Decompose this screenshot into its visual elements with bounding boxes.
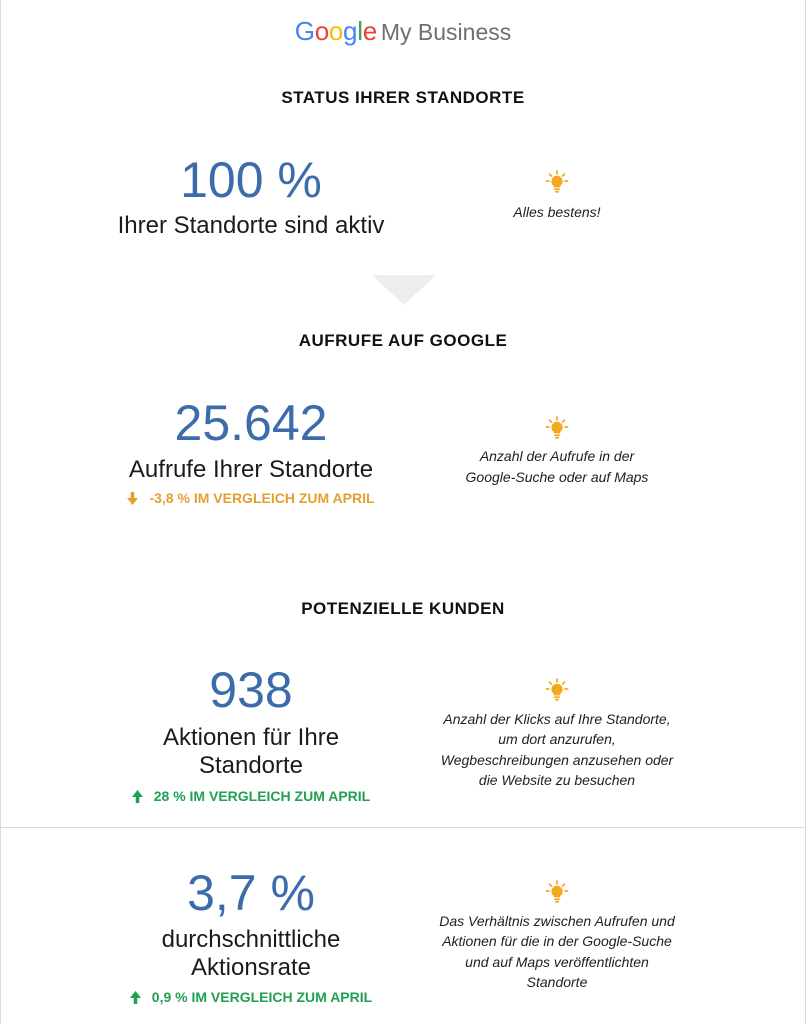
lightbulb-icon-graphic — [545, 416, 569, 440]
hint-line: Anzahl der Klicks auf Ihre Standorte, — [443, 711, 671, 727]
lightbulb-icon — [545, 880, 569, 904]
google-wordmark-letter: o — [328, 16, 344, 46]
google-wordmark-letter: G — [294, 16, 315, 46]
google-wordmark — [295, 16, 377, 46]
active-locations-label: Ihrer Standorte sind aktiv — [117, 212, 385, 239]
arrow-up-icon — [130, 991, 141, 1004]
actions-change-text: 28 % IM VERGLEICH ZUM APRIL — [153, 788, 371, 804]
hint-line: Standorte — [526, 973, 588, 990]
arrow-down-icon-graphic — [127, 492, 138, 505]
action-rate-value: 3,7 % — [187, 865, 315, 921]
section-arrow-divider — [372, 275, 436, 305]
lightbulb-icon — [545, 678, 569, 702]
action-rate-change-text: 0,9 % IM VERGLEICH ZUM APRIL — [151, 989, 373, 1005]
hint-line: Google-Suche oder auf Maps — [465, 469, 649, 485]
hint-line: Alles bestens! — [513, 204, 601, 220]
actions-count: 938 — [209, 662, 293, 718]
views-label: Aufrufe Ihrer Standorte — [128, 456, 374, 483]
lightbulb-icon — [545, 416, 569, 440]
google-my-business-logo — [1, 15, 805, 52]
lightbulb-icon-graphic — [545, 678, 569, 702]
actions-change — [51, 787, 451, 805]
actions-hint — [427, 709, 687, 790]
section-heading-potential-customers: POTENZIELLE KUNDEN — [301, 599, 505, 618]
section-divider — [1, 827, 805, 828]
hint-line: Das Verhältnis zwischen Aufrufen und — [439, 913, 675, 929]
views-hint — [427, 446, 687, 488]
hint-line: Wegbeschreibungen anzusehen oder — [440, 751, 674, 768]
hint-line: Anzahl der Aufrufe in der — [479, 448, 635, 464]
product-name: My Business — [380, 19, 512, 45]
google-wordmark-letter: o — [314, 16, 329, 46]
location-status-hint — [427, 202, 687, 222]
section-heading-location-status: STATUS IHRER STANDORTE — [281, 88, 525, 107]
hint-line: um dort anzurufen, — [498, 731, 616, 748]
lightbulb-icon-graphic — [545, 880, 569, 904]
arrow-up-icon — [132, 790, 143, 803]
google-wordmark-letter: e — [362, 16, 377, 46]
action-rate-hint — [427, 911, 687, 992]
views-count: 25.642 — [174, 395, 328, 451]
arrow-up-icon-graphic — [132, 790, 143, 803]
action-rate-label: durchschnittliche Aktionsrate — [161, 926, 341, 981]
lightbulb-icon — [545, 170, 569, 194]
hint-line: und auf Maps veröffentlichten — [465, 953, 649, 970]
views-change-text: -3,8 % IM VERGLEICH ZUM APRIL — [149, 490, 375, 506]
active-locations-percent: 100 % — [180, 152, 322, 208]
hint-line: die Website zu besuchen — [478, 771, 636, 788]
arrow-up-icon-graphic — [130, 991, 141, 1004]
hint-line: Aktionen für die in der Google-Suche — [442, 933, 672, 950]
actions-label: Aktionen für Ihre Standorte — [162, 724, 340, 779]
section-heading-google-views: AUFRUFE AUF GOOGLE — [298, 331, 508, 350]
arrow-down-icon — [127, 492, 138, 505]
google-wordmark-letter: g — [343, 16, 358, 46]
google-wordmark-letter: l — [357, 16, 363, 46]
lightbulb-icon-graphic — [545, 170, 569, 194]
views-change — [51, 489, 451, 507]
action-rate-change — [51, 988, 451, 1006]
